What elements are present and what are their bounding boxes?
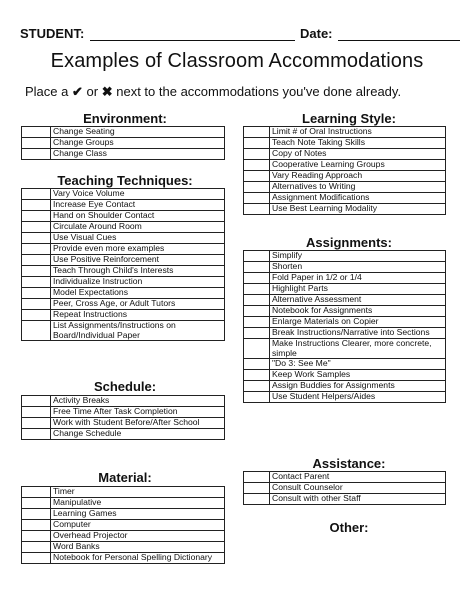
checkbox-cell[interactable] [22, 149, 51, 160]
schedule-table [21, 395, 225, 440]
checkbox-cell[interactable] [22, 277, 51, 288]
accommodation-label: Activity Breaks [51, 396, 225, 407]
checkbox-cell[interactable] [22, 407, 51, 418]
checkbox-cell[interactable] [244, 149, 270, 160]
accommodation-label: Enlarge Materials on Copier [270, 317, 446, 328]
checklist-row [244, 204, 446, 215]
checklist-row [244, 262, 446, 273]
checklist-row [244, 127, 446, 138]
checkbox-cell[interactable] [244, 359, 270, 370]
checkbox-cell[interactable] [244, 182, 270, 193]
checklist-row [22, 299, 225, 310]
checklist-row [244, 251, 446, 262]
checkbox-cell[interactable] [244, 284, 270, 295]
checklist-row [22, 244, 225, 255]
checklist-row [244, 160, 446, 171]
checklist-row [22, 127, 225, 138]
checklist-row [244, 284, 446, 295]
accommodation-label: Circulate Around Room [51, 222, 225, 233]
checklist-row [22, 429, 225, 440]
checkbox-cell[interactable] [22, 200, 51, 211]
assistance-rows [244, 472, 446, 505]
checkbox-cell[interactable] [244, 317, 270, 328]
checklist-row [22, 531, 225, 542]
accommodation-label: Teach Through Child's Interests [51, 266, 225, 277]
instruction-suffix: next to the accommodations you've done already. [116, 84, 402, 99]
checkbox-cell[interactable] [22, 288, 51, 299]
checklist-row [244, 273, 446, 284]
accommodation-label: Computer [51, 520, 225, 531]
checkbox-cell[interactable] [244, 381, 270, 392]
learning-style-title: Learning Style: [302, 111, 396, 126]
checklist-row [22, 288, 225, 299]
checklist-row [22, 418, 225, 429]
checkbox-cell[interactable] [22, 520, 51, 531]
accommodation-label: Change Seating [51, 127, 225, 138]
checklist-row [244, 295, 446, 306]
accommodation-label: Change Class [51, 149, 225, 160]
accommodation-label: Increase Eye Contact [51, 200, 225, 211]
checklist-row [244, 317, 446, 328]
checklist-row [22, 266, 225, 277]
checklist-row [22, 149, 225, 160]
accommodation-label: Manipulative [51, 498, 225, 509]
accommodation-label: Make Instructions Clearer, more concrete, simple [270, 339, 446, 359]
checkbox-cell[interactable] [244, 306, 270, 317]
checkbox-cell[interactable] [244, 328, 270, 339]
checkbox-cell[interactable] [244, 483, 270, 494]
checkbox-cell[interactable] [244, 251, 270, 262]
accommodation-label: Break Instructions/Narrative into Sections [270, 328, 446, 339]
checkbox-cell[interactable] [244, 370, 270, 381]
checkbox-cell[interactable] [22, 396, 51, 407]
accommodation-label: Vary Reading Approach [270, 171, 446, 182]
checkbox-cell[interactable] [22, 321, 51, 341]
checkbox-cell[interactable] [22, 138, 51, 149]
checklist-row [244, 359, 446, 370]
accommodation-label: Limit # of Oral Instructions [270, 127, 446, 138]
checkbox-cell[interactable] [22, 127, 51, 138]
checkbox-cell[interactable] [22, 531, 51, 542]
checklist-row [22, 222, 225, 233]
accommodation-label: Contact Parent [270, 472, 446, 483]
checkbox-cell[interactable] [22, 211, 51, 222]
accommodation-label: Use Best Learning Modality [270, 204, 446, 215]
checkmark-icon: ✔ [72, 84, 83, 99]
environment-title: Environment: [83, 111, 167, 126]
checklist-row [22, 553, 225, 564]
accommodation-label: Peer, Cross Age, or Adult Tutors [51, 299, 225, 310]
accommodation-label: Highlight Parts [270, 284, 446, 295]
checkbox-cell[interactable] [22, 255, 51, 266]
accommodation-label: Consult Counselor [270, 483, 446, 494]
checklist-row [22, 189, 225, 200]
checklist-row [22, 255, 225, 266]
checklist-row [244, 306, 446, 317]
checkbox-cell[interactable] [244, 262, 270, 273]
checkbox-cell[interactable] [244, 127, 270, 138]
checkbox-cell[interactable] [22, 222, 51, 233]
learning-style-table [243, 126, 446, 215]
teaching-rows [22, 189, 225, 341]
checkbox-cell[interactable] [22, 266, 51, 277]
accommodation-label: Word Banks [51, 542, 225, 553]
checklist-row [22, 277, 225, 288]
accommodation-label: Assign Buddies for Assignments [270, 381, 446, 392]
assistance-title: Assistance: [312, 456, 386, 471]
accommodation-label: Shorten [270, 262, 446, 273]
accommodation-label: Change Groups [51, 138, 225, 149]
accommodation-label: Alternative Assessment [270, 295, 446, 306]
checklist-row [244, 182, 446, 193]
accommodation-label: Hand on Shoulder Contact [51, 211, 225, 222]
checkbox-cell[interactable] [22, 429, 51, 440]
accommodation-label: Cooperative Learning Groups [270, 160, 446, 171]
assignments-table [243, 250, 446, 403]
checkbox-cell[interactable] [244, 193, 270, 204]
checkbox-cell[interactable] [22, 310, 51, 321]
accommodation-label: Model Expectations [51, 288, 225, 299]
accommodation-label: Use Visual Cues [51, 233, 225, 244]
other-title: Other: [329, 520, 369, 535]
checklist-row [22, 211, 225, 222]
teaching-techniques-title: Teaching Techniques: [57, 173, 193, 188]
accommodation-label: List Assignments/Instructions on Board/Individual Paper [51, 321, 225, 341]
date-field[interactable] [338, 40, 460, 41]
instruction-line [25, 84, 401, 100]
schedule-title: Schedule: [93, 379, 157, 394]
checklist-row [22, 321, 225, 341]
checklist-row [244, 138, 446, 149]
checklist-row [22, 498, 225, 509]
date-label: Date: [300, 26, 333, 41]
instruction-or: or [86, 84, 99, 99]
accommodation-label: Alternatives to Writing [270, 182, 446, 193]
checkbox-cell[interactable] [22, 542, 51, 553]
assistance-table [243, 471, 446, 505]
accommodation-label: Assignment Modifications [270, 193, 446, 204]
accommodation-label: Work with Student Before/After School [51, 418, 225, 429]
checkbox-cell[interactable] [244, 171, 270, 182]
checkbox-cell[interactable] [244, 204, 270, 215]
accommodation-label: Learning Games [51, 509, 225, 520]
accommodation-label: Consult with other Staff [270, 494, 446, 505]
accommodation-label: Notebook for Assignments [270, 306, 446, 317]
checklist-row [244, 171, 446, 182]
accommodation-label: Use Positive Reinforcement [51, 255, 225, 266]
material-table [21, 486, 225, 564]
environment-rows [22, 127, 225, 160]
checklist-row [22, 407, 225, 418]
instruction-prefix: Place a [25, 84, 69, 99]
checklist-row [22, 487, 225, 498]
assignments-rows [244, 251, 446, 403]
accommodation-label: Keep Work Samples [270, 370, 446, 381]
accommodation-label: Simplify [270, 251, 446, 262]
assignments-title: Assignments: [306, 235, 392, 250]
accommodation-label: Use Student Helpers/Aides [270, 392, 446, 403]
checklist-row [244, 381, 446, 392]
checklist-row [244, 328, 446, 339]
accommodation-label: Copy of Notes [270, 149, 446, 160]
checkbox-cell[interactable] [22, 498, 51, 509]
checkbox-cell[interactable] [22, 418, 51, 429]
checklist-row [22, 509, 225, 520]
schedule-rows [22, 396, 225, 440]
accommodation-label: Repeat Instructions [51, 310, 225, 321]
accommodation-label: Overhead Projector [51, 531, 225, 542]
learning-style-rows [244, 127, 446, 215]
material-rows [22, 487, 225, 564]
checklist-row [244, 472, 446, 483]
checklist-row [244, 483, 446, 494]
accommodation-label: "Do 3: See Me" [270, 359, 446, 370]
checkbox-cell[interactable] [244, 160, 270, 171]
page-title: Examples of Classroom Accommodations [50, 50, 424, 72]
checkbox-cell[interactable] [22, 233, 51, 244]
checklist-row [244, 392, 446, 403]
checklist-row [22, 233, 225, 244]
student-name-field[interactable] [90, 40, 295, 41]
checkbox-cell[interactable] [22, 244, 51, 255]
checkbox-cell[interactable] [244, 494, 270, 505]
accommodation-label: Timer [51, 487, 225, 498]
accommodation-label: Provide even more examples [51, 244, 225, 255]
accommodation-label: Notebook for Personal Spelling Dictionary [51, 553, 225, 564]
checkbox-cell[interactable] [22, 487, 51, 498]
checkbox-cell[interactable] [22, 553, 51, 564]
checklist-row [244, 149, 446, 160]
checkbox-cell[interactable] [244, 392, 270, 403]
accommodation-label: Change Schedule [51, 429, 225, 440]
accommodation-label: Teach Note Taking Skills [270, 138, 446, 149]
checklist-row [22, 310, 225, 321]
student-date-header [20, 26, 460, 44]
checklist-row [22, 520, 225, 531]
checklist-row [22, 542, 225, 553]
checklist-row [244, 370, 446, 381]
checkbox-cell[interactable] [244, 295, 270, 306]
checkbox-cell[interactable] [244, 472, 270, 483]
checkbox-cell[interactable] [244, 138, 270, 149]
checkbox-cell[interactable] [22, 509, 51, 520]
checklist-row [244, 339, 446, 359]
checkbox-cell[interactable] [22, 299, 51, 310]
accommodation-label: Vary Voice Volume [51, 189, 225, 200]
accommodation-label: Fold Paper in 1/2 or 1/4 [270, 273, 446, 284]
checklist-row [22, 396, 225, 407]
checklist-row [22, 138, 225, 149]
checklist-row [244, 193, 446, 204]
material-title: Material: [98, 470, 152, 485]
x-mark-icon: ✖ [101, 84, 113, 99]
environment-table [21, 126, 225, 160]
teaching-techniques-table [21, 188, 225, 341]
accommodation-label: Individualize Instruction [51, 277, 225, 288]
checkbox-cell[interactable] [244, 273, 270, 284]
checklist-row [244, 494, 446, 505]
checklist-row [22, 200, 225, 211]
accommodation-label: Free Time After Task Completion [51, 407, 225, 418]
student-label: STUDENT: [20, 26, 85, 41]
checkbox-cell[interactable] [244, 339, 270, 359]
checkbox-cell[interactable] [22, 189, 51, 200]
